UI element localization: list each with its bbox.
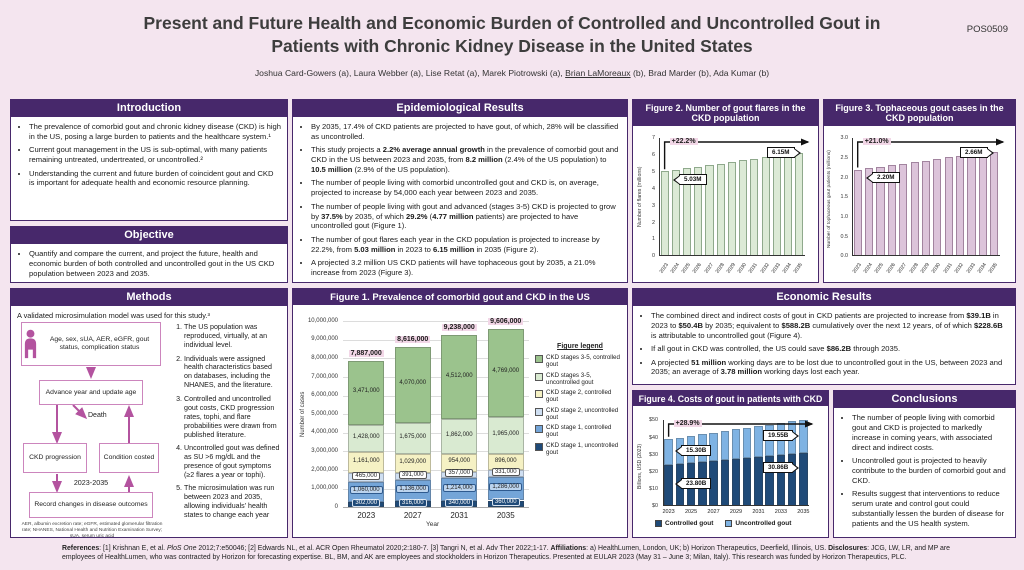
- x-tick-label: 2023: [662, 509, 675, 516]
- objective-panel: [10, 226, 288, 283]
- conclusions-panel: [833, 390, 1016, 538]
- legend-entry: [725, 520, 791, 527]
- segment-label: 1,161,000: [352, 457, 380, 464]
- bullet: • A projected 3.2 million US CKD patients will have tophaceous gout by 2035, a 21.0% increase from 2023 (Figure 3).: [311, 258, 621, 278]
- x-tick-label: 2033: [774, 509, 788, 516]
- epidemiological-results-panel: [292, 99, 628, 283]
- segment-label: 1,286,000: [482, 484, 530, 490]
- methods-steps: [171, 323, 281, 540]
- legend-swatch: [725, 520, 732, 527]
- x-tick-label: 2031: [752, 509, 765, 516]
- x-tick-label: 2034: [976, 262, 988, 275]
- growth-label: +21.0%: [864, 138, 889, 146]
- y-tick-label: 0: [334, 503, 338, 510]
- y-tick-label: 3.0: [840, 135, 848, 142]
- bullet: • Quantify and compare the current, and project the future, health and economic burden of both controlled and uncontrolled gout in the US CKD population between 2023 and 2035.: [29, 249, 281, 279]
- value-callout: 6.15M: [767, 147, 795, 158]
- y-tick-label: 2,000,000: [311, 466, 338, 473]
- panel-title: Methods: [11, 289, 287, 306]
- x-tick-label: 2031: [942, 262, 954, 275]
- y-tick-label: 5: [652, 168, 655, 175]
- figure1-chart: [293, 305, 627, 534]
- x-tick-label: 2033: [770, 262, 782, 275]
- segment-label: 1,428,000: [352, 433, 380, 440]
- y-axis-title: Number of flares (millions): [637, 166, 643, 228]
- legend-swatch: [535, 425, 543, 433]
- total-label: 9,238,000: [443, 324, 475, 332]
- method-step: 5. The microsimulation was run between 2023 and 2035, allowing individuals’ health states to change each year: [184, 484, 281, 520]
- y-tick-label: $20: [649, 468, 658, 475]
- bullet-list: [639, 311, 1009, 377]
- bullet: • Uncontrolled gout is projected to heavily contribute to the burden of comorbid gout and CKD.: [852, 456, 1009, 486]
- abbreviations-footnote: AER, albumin excretion rate; eGFR, estimated glomerular filtration rate; NHANES, National Health and Nutrition Examination Survey; sUA, serum uric acid: [21, 522, 163, 539]
- flow-box-attributes: [21, 322, 161, 366]
- legend-title: Figure legend: [557, 343, 603, 351]
- x-tick-label: 2030: [736, 262, 749, 275]
- bullet: • Current gout management in the US is sub-optimal, with many patients remaining untreated, undertreated, or uncontrolled.²: [29, 145, 281, 165]
- segment-label: 302,000: [342, 500, 390, 506]
- figure3-title: Figure 3. Tophaceous gout cases in the CKD population: [824, 100, 1015, 126]
- methods-panel: [10, 288, 288, 538]
- y-tick-label: 7,000,000: [311, 373, 338, 380]
- y-tick-label: $40: [649, 434, 658, 441]
- y-tick-label: 5,000,000: [311, 410, 338, 417]
- bullet-list: [17, 122, 281, 188]
- y-tick-label: 7: [652, 135, 655, 142]
- y-tick-label: 1: [652, 236, 655, 243]
- legend-label: CKD stages 3-5, controlled gout: [546, 354, 620, 369]
- value-callout: 15.30B: [681, 445, 711, 456]
- segment-label: 1,965,000: [492, 430, 520, 437]
- value-callout: 2.20M: [872, 172, 900, 183]
- value-callout: 19.55B: [763, 430, 793, 441]
- flow-death-label: Death: [88, 412, 107, 420]
- x-tick-label: 2023: [357, 511, 376, 521]
- y-tick-label: 0.0: [840, 253, 848, 260]
- legend-swatch: [535, 373, 543, 381]
- flow-box-record-changes: [29, 492, 153, 518]
- growth-label: +28.9%: [675, 420, 700, 428]
- segment-label: 316,000: [389, 500, 437, 506]
- y-tick-label: 8,000,000: [311, 354, 338, 361]
- x-tick-label: 2035: [797, 509, 810, 516]
- legend-entry: [655, 520, 713, 527]
- y-tick-label: 9,000,000: [311, 336, 338, 343]
- x-tick-label: 2026: [885, 262, 897, 275]
- bullet: • The number of people living with gout and advanced (stages 3-5) CKD is projected to grow by 37.5% by 2035, of which 29.2% (4.77 million patients) are projected to have uncontrolled gout (Figure 1).: [311, 202, 621, 232]
- legend-label: CKD stage 1, uncontrolled gout: [546, 441, 619, 456]
- bullet: • The prevalence of comorbid gout and chronic kidney disease (CKD) is high in the US, posing a large burden to patients and the healthcare system.¹: [29, 122, 281, 142]
- bullet: • The combined direct and indirect costs of gout in CKD patients are projected to increase from $39.1B in 2023 to $50.4B by 2035; equivalent to $588.2B cumulatively over the next 12 years, of of which $228.6B is attributable to uncontrolled gout (Figure 4).: [651, 311, 1009, 341]
- segment-label: 465,000: [342, 473, 390, 479]
- segment-label: 391,000: [389, 472, 437, 478]
- flow-box-advance-year: [39, 380, 143, 405]
- segment-label: 1,060,000: [342, 487, 390, 493]
- y-tick-label: 2: [652, 219, 655, 226]
- x-tick-label: 2030: [930, 262, 943, 275]
- y-tick-label: $50: [649, 417, 658, 424]
- segment-label: 4,769,000: [492, 368, 520, 375]
- x-tick-label: 2035: [792, 262, 805, 275]
- legend-entry: [535, 407, 625, 421]
- legend-label: CKD stage 2, controlled gout: [546, 389, 612, 404]
- panel-title: Epidemiological Results: [293, 100, 627, 117]
- segment-label: 1,136,000: [389, 486, 437, 492]
- figure3-panel: [823, 99, 1016, 283]
- legend-entry: [535, 372, 625, 386]
- legend-entry: [535, 389, 625, 403]
- value-callout: 30.86B: [763, 462, 793, 473]
- y-tick-label: 2.5: [840, 154, 848, 161]
- panel-title: Objective: [11, 227, 287, 244]
- y-tick-label: 0: [652, 253, 655, 260]
- y-tick-label: 3: [652, 202, 655, 209]
- panel-title: Economic Results: [633, 289, 1015, 306]
- panel-title: Introduction: [11, 100, 287, 117]
- introduction-panel: [10, 99, 288, 221]
- figure2-title: Figure 2. Number of gout flares in the CKD population: [633, 100, 818, 126]
- figure3-chart: [824, 126, 1015, 281]
- flow-box-ckd-progression: [23, 443, 87, 473]
- bullet: • The number of people living with comorbid gout and CKD is projected to markedly increase in coming years, with associated direct and indirect costs.: [852, 413, 1009, 452]
- y-tick-label: $30: [649, 451, 658, 458]
- x-tick-label: 2027: [403, 511, 422, 521]
- y-tick-label: 6: [652, 152, 655, 159]
- x-tick-label: 2025: [874, 262, 886, 275]
- person-icon: [23, 329, 38, 359]
- x-tick-label: 2025: [684, 509, 698, 516]
- segment-label: 1,675,000: [399, 433, 427, 440]
- references-footer: References: [1] Krishnan E, et al. PloS One 2012;7:e50046; [2] Edwards NL, et al. ACR Open Rheumatol 2020;2:180-7. [3] Tangri N, et al. Adv Ther 2022;1-17. Affiliations: a) HealthLumen, London, UK; b) Horizon Therapeutics, Deerfield, Illinois, US. Disclosures: JCG, LW, LR, and MP are employees of HealthLumen, who was contracted by Horizon for forecasting expertise. BL, BM, and AK are employees and stockholders in Horizon Therapeutics. Presented at EULAR 2023 (May 31 – June 3; Milan, Italy). This research was funded by Horizon Therapeutics, PLC.: [62, 545, 951, 562]
- x-tick-label: 2028: [908, 262, 920, 275]
- x-tick-label: 2035: [987, 262, 1000, 275]
- x-tick-label: 2029: [919, 262, 931, 275]
- y-axis-title: Billions, USD (2023): [637, 444, 643, 490]
- flow-box-label: Advance year and update age: [45, 388, 137, 396]
- poster-code: POS0509: [966, 24, 1008, 35]
- value-callout: 5.03M: [679, 174, 707, 185]
- y-tick-label: 1,000,000: [311, 485, 338, 492]
- x-tick-label: 2027: [707, 509, 720, 516]
- segment-label: 1,214,000: [435, 485, 483, 491]
- y-axis-title: Number of tophaceous gout patients (millions): [827, 150, 832, 249]
- legend-entry: [535, 354, 625, 368]
- bullet: • If all gout in CKD was controlled, the US could save $86.2B through 2035.: [651, 344, 1009, 354]
- x-tick-label: 2031: [748, 262, 760, 275]
- legend-entry: [535, 442, 625, 456]
- bullet: • Results suggest that interventions to reduce serum urate and control gout could substantially lessen the burden of disease for patients and the US health system.: [852, 489, 1009, 528]
- poster-title: Present and Future Health and Economic Burden of Controlled and Uncontrolled Gout in Patients with Chronic Kidney Disease in the United States: [143, 13, 881, 57]
- y-tick-label: $10: [649, 486, 658, 493]
- method-step: 1. The US population was reproduced, virtually, at an individual level.: [184, 323, 281, 350]
- flow-box-label: Record changes in disease outcomes: [34, 501, 148, 509]
- x-axis-line: [343, 507, 529, 508]
- method-step: 2. Individuals were assigned health characteristics based on databases, including the NHANES, and the literature.: [184, 355, 281, 391]
- x-tick-label: 2034: [781, 262, 794, 275]
- y-tick-label: 1.0: [840, 213, 848, 220]
- y-tick-label: 4: [652, 185, 655, 192]
- legend-swatch: [535, 443, 543, 451]
- x-tick-label: 2032: [759, 262, 771, 275]
- x-axis-title: Year: [426, 521, 440, 529]
- bullet-list: [840, 413, 1009, 528]
- segment-label: 954,000: [448, 458, 471, 465]
- y-tick-label: 2.0: [840, 174, 848, 181]
- segment-label: 1,862,000: [445, 432, 473, 439]
- x-tick-label: 2023: [658, 262, 670, 275]
- y-tick-label: 4,000,000: [311, 429, 338, 436]
- x-tick-label: 2024: [669, 262, 681, 275]
- figure4-title: Figure 4. Costs of gout in patients with CKD: [633, 391, 828, 406]
- legend-swatch: [535, 408, 543, 416]
- bullet-list: [299, 122, 621, 278]
- legend-label: CKD stages 3-5, uncontrolled gout: [546, 371, 594, 386]
- segment-label: 4,070,000: [399, 380, 427, 387]
- figure2-panel: [632, 99, 819, 283]
- figure4-chart: [633, 406, 828, 536]
- legend-label: CKD stage 2, uncontrolled gout: [546, 406, 619, 421]
- bullet: • Understanding the current and future burden of coincident gout and CKD is important for adequate health and economic resource planning.: [29, 169, 281, 189]
- segment-label: 3,471,000: [352, 388, 380, 395]
- legend-label: CKD stage 1, controlled gout: [546, 424, 612, 439]
- segment-label: 1,029,000: [399, 458, 427, 465]
- bullet: • The number of gout flares each year in the CKD population is projected to increase by 22.2%, from 5.03 million in 2023 to 6.15 million in 2035 (Figure 2).: [311, 235, 621, 255]
- figure2-chart: [633, 126, 818, 281]
- y-tick-label: 3,000,000: [311, 447, 338, 454]
- x-tick-label: 2024: [862, 262, 874, 275]
- x-tick-label: 2026: [691, 262, 704, 275]
- legend-swatch: [535, 355, 543, 363]
- x-tick-label: 2029: [729, 509, 743, 516]
- chart-legend: [655, 520, 791, 527]
- flow-box-label: CKD progression: [29, 454, 81, 462]
- value-callout: 2.66M: [960, 147, 988, 158]
- figure-legend: [535, 343, 625, 459]
- economic-results-panel: [632, 288, 1016, 385]
- legend-label: Controlled gout: [665, 520, 714, 528]
- segment-label: 331,000: [482, 469, 530, 475]
- y-tick-label: $0: [652, 503, 658, 510]
- x-tick-label: 2031: [450, 511, 469, 521]
- y-tick-label: 0.5: [840, 233, 848, 240]
- x-tick-label: 2023: [851, 262, 863, 275]
- flow-box-label: Age, sex, sUA, AER, eGFR, gout status, complication status: [49, 336, 150, 352]
- poster-authors: Joshua Card-Gowers (a), Laura Webber (a), Lise Retat (a), Marek Piotrowski (a), Brian LaMoreaux (b), Brad Marder (b), Ada Kumar (b): [254, 68, 770, 78]
- legend-entry: [535, 424, 625, 438]
- total-label: 7,887,000: [350, 349, 382, 357]
- total-label: 9,606,000: [490, 317, 522, 325]
- x-tick-label: 2035: [496, 511, 515, 521]
- bullet-list: [17, 249, 281, 279]
- x-tick-label: 2032: [953, 262, 966, 275]
- total-label: 8,616,000: [397, 335, 429, 343]
- value-callout: 23.80B: [681, 478, 711, 489]
- figure4-panel: [632, 390, 829, 538]
- methods-flowchart: [17, 322, 167, 540]
- segment-label: 896,000: [494, 457, 517, 464]
- flow-box-label: Condition costed: [103, 454, 155, 462]
- x-tick-label: 2033: [965, 262, 977, 275]
- flow-years-label: 2023-2035: [73, 478, 109, 488]
- segment-label: 4,512,000: [445, 372, 473, 379]
- figure1-title: Figure 1. Prevalence of comorbid gout and CKD in the US: [293, 289, 627, 305]
- x-tick-label: 2029: [725, 262, 737, 275]
- legend-label: Uncontrolled gout: [735, 520, 792, 528]
- segment-label: 360,000: [482, 499, 530, 505]
- bullet: • A projected 51 million working days are to be lost due to uncontrolled gout in the US, between 2023 and 2035; an average of 3.78 million working days lost each year.: [651, 358, 1009, 378]
- y-tick-label: 6,000,000: [311, 392, 338, 399]
- x-tick-label: 2027: [703, 262, 715, 275]
- y-tick-label: 10,000,000: [307, 317, 338, 324]
- method-step: 4. Uncontrolled gout was defined as SU >6 mg/dL and the presence of gout symptoms (≥2 flares a year or tophi).: [184, 444, 281, 480]
- bullet: • By 2035, 17.4% of CKD patients are projected to have gout, of which, 28% will be classified as uncontrolled.: [311, 122, 621, 142]
- x-tick-label: 2025: [680, 262, 692, 275]
- bullet: • This study projects a 2.2% average annual growth in the prevalence of comorbid gout and CKD in the US between 2023 and 2035, from 8.2 million (2.4% of the US population) to 10.5 million (2.9% of the US population).: [311, 145, 621, 175]
- y-axis-title: Number of cases: [300, 391, 306, 438]
- method-step: 3. Controlled and uncontrolled gout costs, CKD progression rates, tophi, and flare probabilities were drawn from published literature.: [184, 395, 281, 440]
- x-tick-label: 2027: [896, 262, 909, 275]
- segment-label: 340,000: [435, 500, 483, 506]
- segment-label: 357,000: [435, 470, 483, 476]
- y-tick-label: 1.5: [840, 194, 848, 201]
- flow-box-condition-costed: [99, 443, 159, 473]
- legend-swatch: [655, 520, 662, 527]
- growth-label: +22.2%: [671, 138, 696, 146]
- bullet: • The number of people living with comorbid uncontrolled gout and CKD is, on average, projected to increase by 54,000 each year between 2023 and 2035.: [311, 178, 621, 198]
- methods-intro: A validated microsimulation model was used for this study.³: [17, 311, 210, 321]
- figure1-panel: [292, 288, 628, 538]
- panel-title: Conclusions: [834, 391, 1015, 408]
- x-tick-label: 2028: [714, 262, 726, 275]
- legend-swatch: [535, 390, 543, 398]
